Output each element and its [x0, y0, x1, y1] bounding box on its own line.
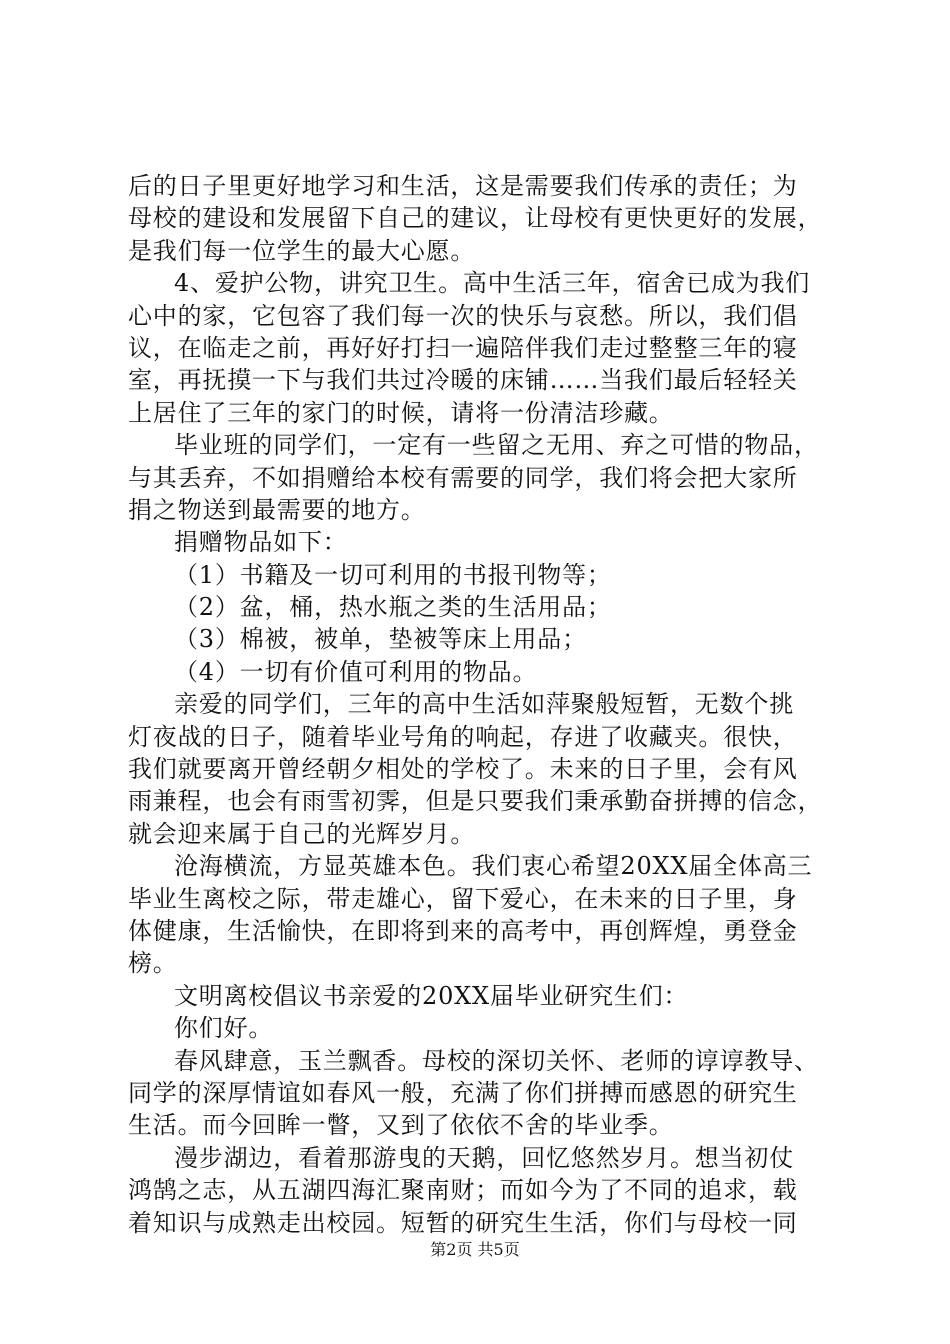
paragraph-start-line: 毕业班的同学们，一定有一些留之无用、弃之可惜的物品， [174, 431, 819, 460]
list-item: （2）盆，桶，热水瓶之类的生活用品； [174, 593, 612, 622]
text-line: 生活。而今回眸一瞥，又到了依依不舍的毕业季。 [128, 1111, 674, 1140]
text-line: 捐之物送到最需要的地方。 [128, 495, 426, 524]
text-line: 母校的建设和发展留下自己的建议，让母校有更快更好的发展， [128, 204, 823, 233]
text-line: 毕业生离校之际，带走雄心，留下爱心，在未来的日子里，身 [128, 884, 798, 913]
page-number: 第2页 共5页 [430, 1240, 520, 1259]
text-line: 议，在临走之前，再好好打扫一遍陪伴我们走过整整三年的寝 [128, 333, 798, 362]
paragraph-start-line: 捐赠物品如下： [174, 528, 348, 557]
paragraph-start-line: 漫步湖边，看着那游曳的天鹅，回忆悠然岁月。想当初仗 [174, 1143, 794, 1172]
text-line: 室，再抚摸一下与我们共过冷暖的床铺……当我们最后轻轻关 [128, 366, 798, 395]
paragraph-start-line: 沧海横流，方显英雄本色。我们衷心希望20XX届全体高三 [174, 852, 813, 881]
paragraph-start-line: 你们好。 [174, 1014, 274, 1043]
text-line: 上居住了三年的家门的时候，请将一份清洁珍藏。 [128, 398, 674, 427]
text-line: 着知识与成熟走出校园。短暂的研究生生活，你们与母校一同 [128, 1208, 798, 1237]
document-body [128, 170, 828, 1239]
text-line: 后的日子里更好地学习和生活，这是需要我们传承的责任；为 [128, 172, 798, 200]
paragraph-start-line: 文明离校倡议书亲爱的20XX届毕业研究生们： [174, 981, 689, 1010]
text-line: 灯夜战的日子，随着毕业号角的响起，存进了收藏夹。很快， [128, 722, 798, 751]
text-line: 体健康，生活愉快，在即将到来的高考中，再创辉煌，勇登金 [128, 916, 798, 945]
page-footer [0, 1240, 950, 1260]
list-item: （1）书籍及一切可利用的书报刊物等； [174, 560, 612, 589]
list-item: （4）一切有价值可利用的物品。 [174, 657, 538, 686]
paragraph-start-line: 亲爱的同学们，三年的高中生活如萍聚般短暂，无数个挑 [174, 690, 794, 719]
paragraph-start-line: 4、爱护公物，讲究卫生。高中生活三年，宿舍已成为我们 [174, 269, 811, 298]
text-line: 我们就要离开曾经朝夕相处的学校了。未来的日子里，会有风 [128, 755, 798, 784]
text-line: 就会迎来属于自己的光辉岁月。 [128, 819, 476, 848]
text-line: 鸿鹄之志，从五湖四海汇聚南财；而如今为了不同的追求，载 [128, 1176, 798, 1205]
text-line: 雨兼程，也会有雨雪初霁，但是只要我们秉承勤奋拼搏的信念， [128, 787, 823, 816]
paragraph-start-line: 春风肆意，玉兰飘香。母校的深切关怀、老师的谆谆教导、 [174, 1046, 819, 1075]
text-line: 榜。 [128, 949, 178, 978]
list-item: （3）棉被，被单，垫被等床上用品； [174, 625, 587, 654]
text-line: 是我们每一位学生的最大心愿。 [128, 236, 476, 265]
text-line: 心中的家，它包容了我们每一次的快乐与哀愁。所以，我们倡 [128, 301, 798, 330]
text-line: 同学的深厚情谊如春风一般，充满了你们拼搏而感恩的研究生 [128, 1078, 798, 1107]
text-line: 与其丢弃，不如捐赠给本校有需要的同学，我们将会把大家所 [128, 463, 798, 492]
